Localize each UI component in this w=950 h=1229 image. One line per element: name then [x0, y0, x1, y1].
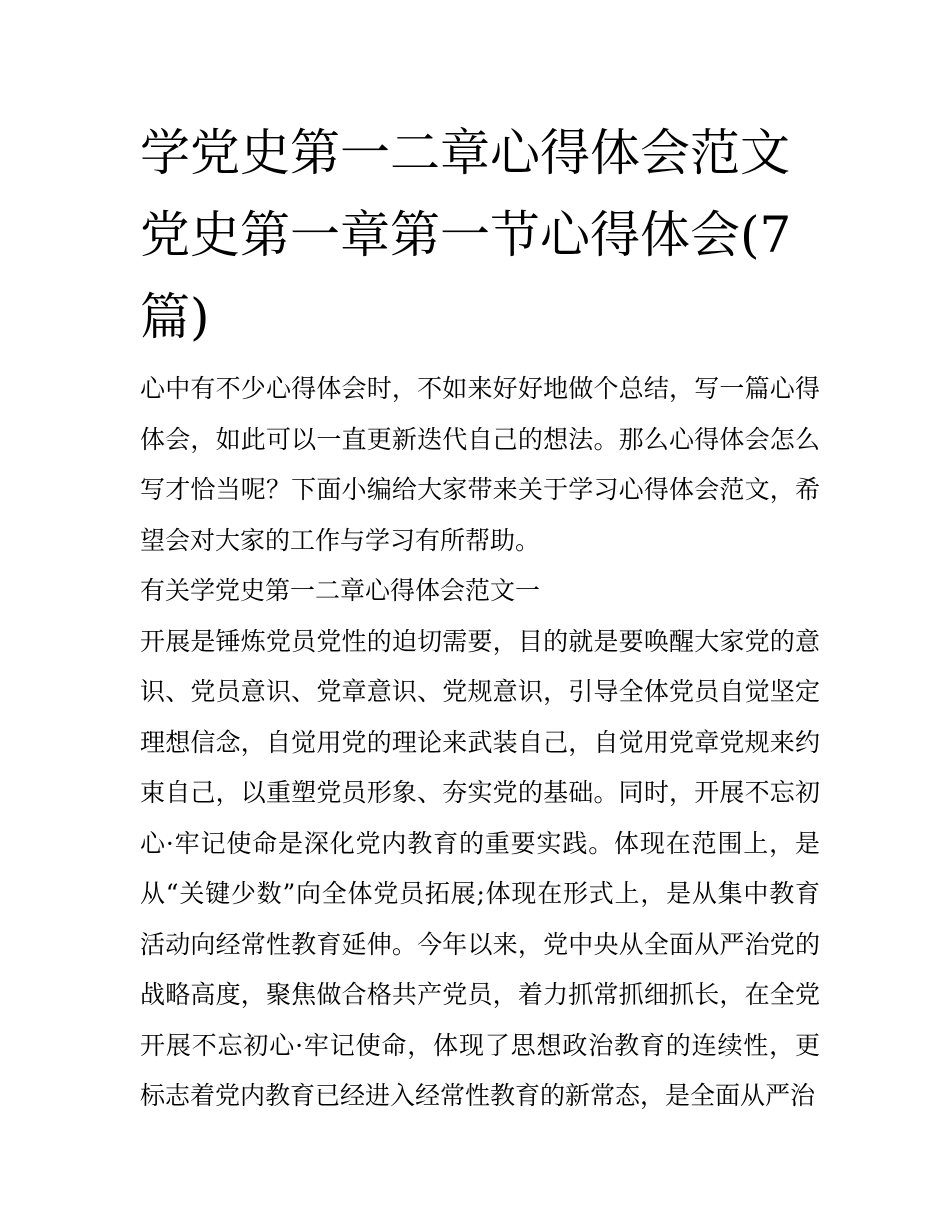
section-heading: 有关学党史第一二章心得体会范文一: [140, 576, 541, 605]
paragraph-intro: 心中有不少心得体会时，不如来好好地做个总结，写一篇心得体会，如此可以一直更新迭代自己的想法。那么心得体会怎么写才恰当呢？下面小编给大家带来关于学习心得体会范文，希望会对大家的工作与学习有所帮助。: [140, 374, 820, 555]
document-title: 学党史第一二章心得体会范文党史第一章第一节心得体会(7篇): [140, 124, 792, 346]
paragraph-body: 开展是锤炼党员党性的迫切需要，目的就是要唤醒大家党的意识、党员意识、党章意识、党规意识，引导全体党员自觉坚定理想信念，自觉用党的理论来武装自己，自觉用党章党规来约束自己，以重塑党员形象、夯实党的基础。同时，开展不忘初心·牢记使命是深化党内教育的重要实践。体现在范围上，是从“关键少数”向全体党员拓展;体现在形式上，是从集中教育活动向经常性教育延伸。今年以来，党中央从全面从严治党的战略高度，聚焦做合格共产党员，着力抓常抓细抓长，在全党开展不忘初心·牢记使命，体现了思想政治教育的连续性，更标志着党内教育已经进入经常性教育的新常态，是全面从严治: [140, 626, 820, 1110]
document-body: [140, 112, 820, 1122]
